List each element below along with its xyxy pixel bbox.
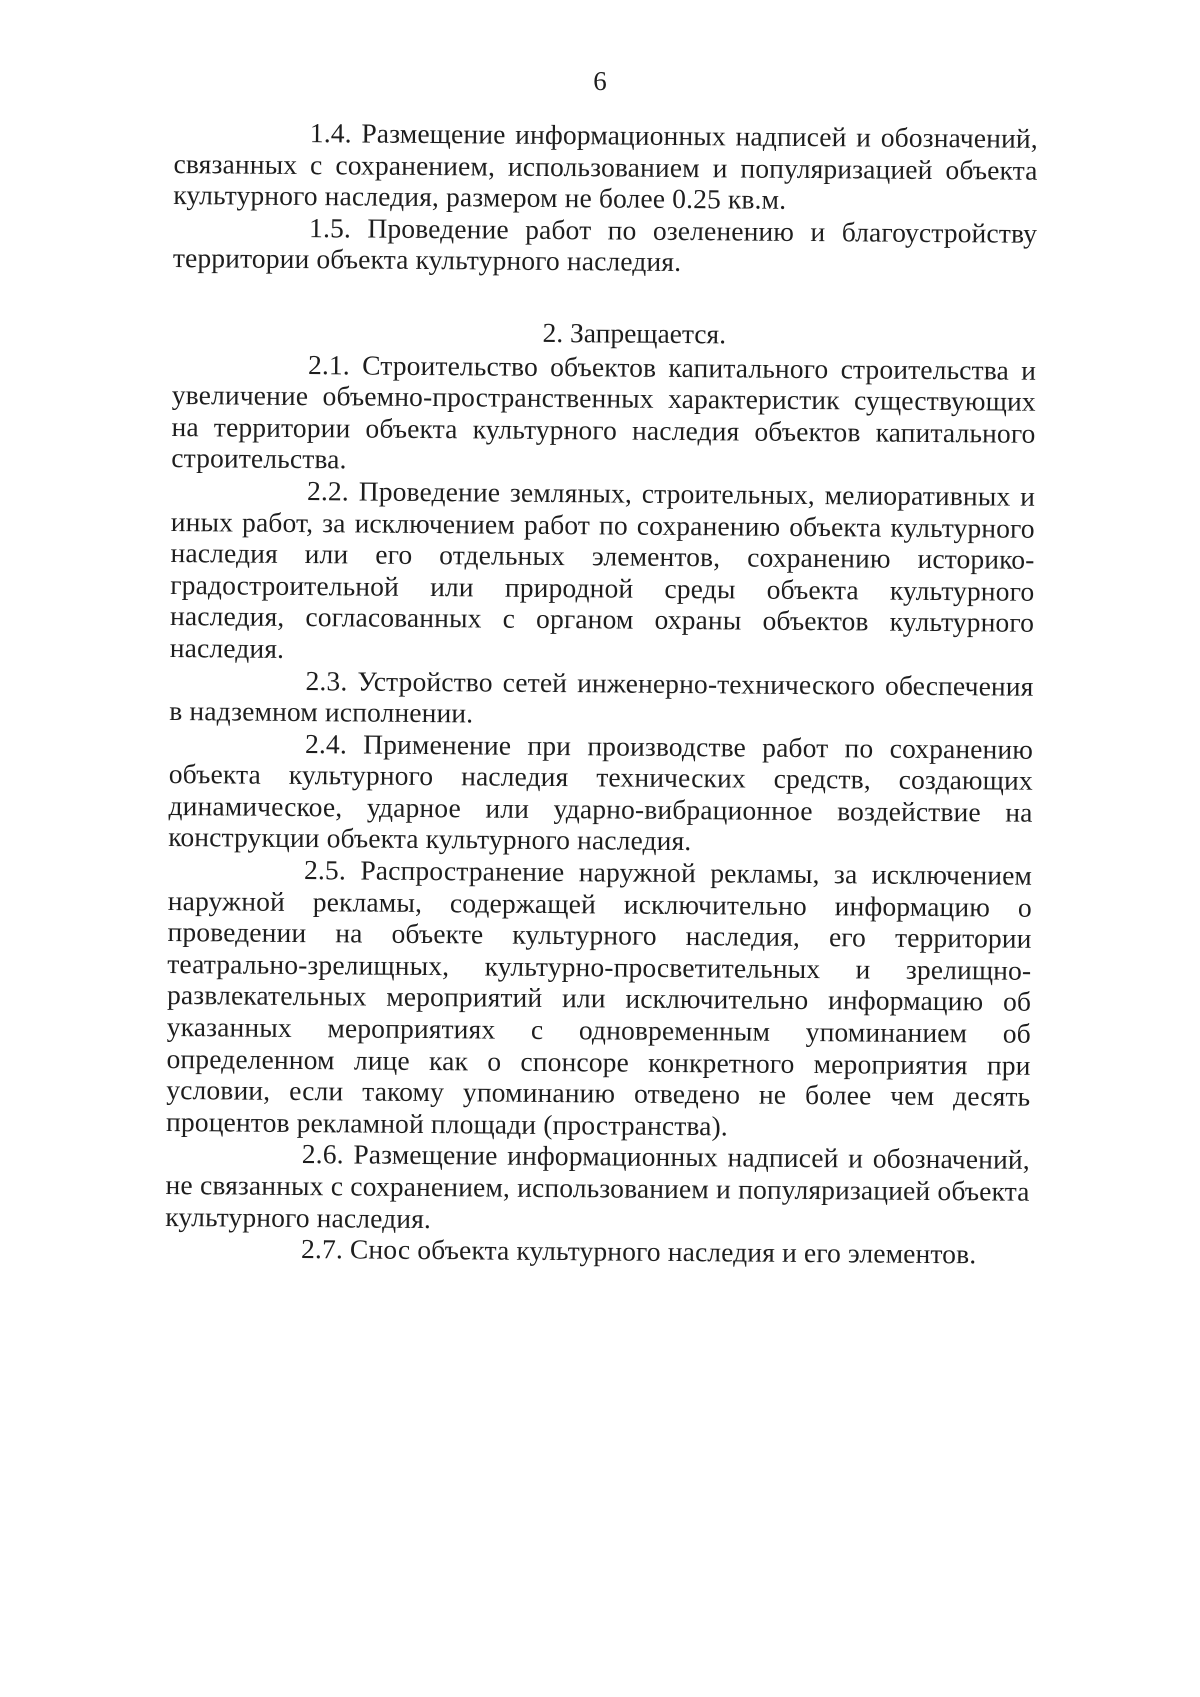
clause-2-7	[165, 1232, 1029, 1270]
clause-2-4	[168, 727, 1033, 860]
clause-text: Проведение земляных, строительных, мелиоративных и иных работ, за исключением работ по сохранению объекта культурного наследия или его отдельных элементов, сохранению историко-градостроительной или природной среды объекта культурного наследия, согласованных с органом охраны объектов культурного наследия.	[169, 475, 1036, 664]
clause-number: 2.6.	[301, 1138, 344, 1170]
clause-2-1	[171, 348, 1036, 481]
clause-1-4	[173, 116, 1038, 218]
page-number: 6	[593, 66, 607, 96]
clause-1-5	[173, 211, 1037, 281]
clause-text: Распространение наружной рекламы, за исключением наружной рекламы, содержащей исключительно информацию о проведении на объекте культурного наследия, его территории театрально-зрелищных, культурно-просветительных и зрелищно-развлекательных мероприятий или исключительно информацию об указанных мероприятиях с одновременным упоминанием об определенном лице как о спонсоре конкретного мероприятия при условии, если такому упоминанию отведено не более чем десять процентов рекламной площади (пространства).	[165, 854, 1033, 1142]
clause-number: 2.1.	[307, 348, 351, 380]
clause-text: Строительство объектов капитального строительства и увеличение объемно-пространственных характеристик существующих на территории объекта культурного наследия объектов капитального строительства.	[171, 349, 1037, 475]
clause-text: Устройство сетей инженерно-технического обеспечения в надземном исполнении.	[169, 664, 1034, 729]
section-heading-prohibited: 2. Запрещается.	[542, 316, 727, 350]
clause-text: Проведение работ по озеленению и благоустройству территории объекта культурного наследия.	[172, 212, 1038, 278]
clause-number: 2.3.	[305, 664, 348, 696]
document-body	[165, 116, 1038, 1271]
clause-text: Снос объекта культурного наследия и его элементов.	[349, 1233, 977, 1270]
clause-2-3	[169, 663, 1033, 733]
clause-text: Размещение информационных надписей и обозначений, не связанных с сохранением, использованием и популяризацией объекта культурного наследия.	[165, 1138, 1030, 1234]
clause-number: 1.5.	[309, 211, 352, 244]
clause-number: 2.4.	[304, 727, 348, 760]
clause-2-2	[170, 474, 1035, 670]
clause-number: 2.7.	[300, 1233, 344, 1265]
clause-number: 2.5.	[303, 854, 347, 886]
clause-number: 2.2.	[306, 474, 350, 507]
clause-2-6	[165, 1137, 1030, 1239]
clause-text: Размещение информационных надписей и обозначений, связанных с сохранением, использованием и популяризацией объекта культурного наследия, размером не более 0.25 кв.м.	[173, 117, 1038, 215]
clause-2-5	[166, 853, 1032, 1144]
clause-number: 1.4.	[309, 117, 352, 149]
clause-text: Применение при производстве работ по сохранению объекта культурного наследия технических средств, создающих динамическое, ударное или ударно-вибрационное воздействие на конструкции объекта культурного наследия.	[168, 728, 1034, 857]
